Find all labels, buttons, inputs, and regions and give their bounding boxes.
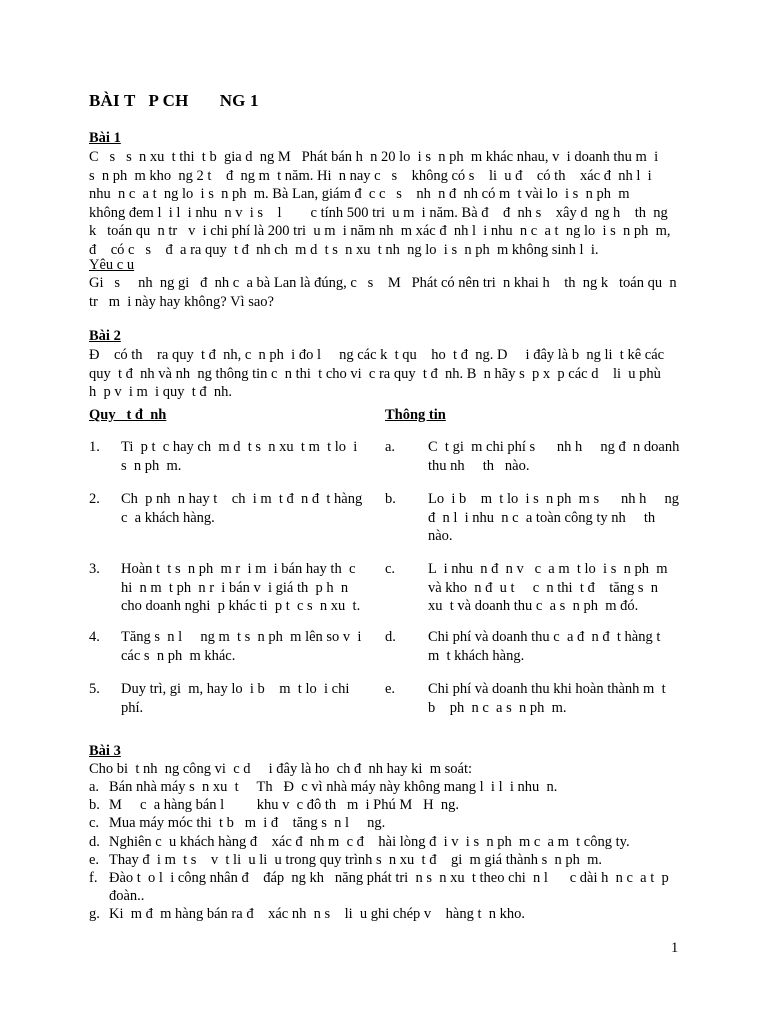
decision-text	[121, 438, 381, 475]
decision-number: 2.	[89, 491, 100, 507]
text-line: và kho n đ u t c n thi t đ tăng s n	[428, 579, 658, 596]
text-line: Hoàn t t s n ph m r i m i bán hay th c	[121, 561, 356, 577]
list-item-text: Ki m đ m hàng bán ra đ xác nh n s li u ghi chép v hàng t n kho.	[109, 906, 526, 923]
text-line: C t gi m chi phí s nh h ng đ n doanh	[428, 439, 680, 455]
page-number: 1	[671, 940, 679, 956]
bai1-heading: Bài 1	[89, 130, 121, 146]
list-item-text: Mua máy móc thi t b m i đ tăng s n l ng.	[109, 815, 386, 832]
bai2-heading: Bài 2	[89, 328, 121, 344]
text-line: không đem l i l i nhu n v i s l c tính 500 tri u m i năm. Bà đ đ nh s xây d ng h th ng	[89, 204, 668, 221]
list-item-label: f.	[89, 870, 98, 887]
text-line: L i nhu n đ n v c a m t lo i s n ph m	[428, 561, 668, 577]
info-text	[428, 490, 690, 546]
bai3-list	[89, 778, 689, 924]
list-item	[89, 778, 689, 796]
list-item-label: d.	[89, 833, 100, 850]
text-line: Gi s nh ng gi đ nh c a bà Lan là đúng, c s M Phát có nên tri n khai h th ng k toán qu n	[89, 275, 677, 291]
info-letter: d.	[385, 629, 396, 645]
text-line: nào.	[428, 528, 453, 545]
info-text	[428, 438, 690, 475]
decision-number: 4.	[89, 629, 100, 645]
list-item-label: c.	[89, 815, 100, 832]
list-item-text: Thay đ i m t s v t li u li u trong quy trình s n xu t đ gi m giá thành s n ph m.	[109, 851, 602, 868]
list-item	[89, 869, 689, 905]
text-line: Duy trì, gi m, hay lo i b m t lo i chi	[121, 681, 350, 697]
list-item	[89, 833, 689, 851]
bai1-paragraph	[89, 148, 685, 260]
list-item-text: Đào t o l i công nhân đ đáp ng kh năng phát tri n s n xu t theo chi n l c dài h n c a t p	[109, 870, 669, 887]
info-text	[428, 680, 690, 717]
info-letter: e.	[385, 681, 396, 697]
list-item	[89, 851, 689, 869]
text-line: Lo i b m t lo i s n ph m s nh h ng	[428, 491, 679, 507]
column-header-decision: Quy t đ nh	[89, 407, 167, 423]
list-item-label: a.	[89, 779, 100, 795]
text-line: h p v i m i quy t đ nh.	[89, 384, 232, 401]
decision-number: 1.	[89, 439, 100, 455]
text-line: xu t và doanh thu c a s n ph m đó.	[428, 598, 639, 615]
text-line: Đ có th ra quy t đ nh, c n ph i đo l ng các k t qu ho t đ ng. D i đây là b ng li t kê các	[89, 347, 665, 363]
text-line: cho doanh nghi p khác ti p t c s n xu t.	[121, 598, 361, 615]
column-header-info: Thông tin	[385, 407, 446, 423]
decision-text	[121, 490, 381, 527]
text-line: s n ph m.	[121, 457, 182, 474]
text-line: đ n l i nhu n c a toàn công ty nh th	[428, 509, 656, 526]
text-line: đ có c s đ a ra quy t đ nh ch m d t s n xu t nh ng lo i s n ph m không sinh l i.	[89, 241, 599, 258]
list-item-label: g.	[89, 906, 100, 923]
list-item-text: M c a hàng bán l khu v c đô th m i Phú M H ng.	[109, 797, 459, 814]
decision-text	[121, 560, 381, 616]
list-item-label: b.	[89, 797, 100, 814]
list-item	[89, 905, 689, 923]
list-item-label: e.	[89, 851, 100, 868]
text-line: hi n m t ph n r i bán v i giá th p h n	[121, 579, 349, 596]
list-item-text: Nghiên c u khách hàng đ xác đ nh m c đ hài lòng đ i v i s n ph m c a m t công ty.	[109, 833, 630, 850]
bai3-intro: Cho bi t nh ng công vi c d i đây là ho ch đ nh hay ki m soát:	[89, 761, 472, 777]
bai3-heading: Bài 3	[89, 743, 121, 759]
text-line: quy t đ nh và nh ng thông tin c n thi t cho vi c ra quy t đ nh. B n hãy s p x p các d li u phù	[89, 365, 661, 382]
text-line: Chi phí và doanh thu c a đ n đ t hàng t	[428, 629, 661, 645]
text-line: nhu n c a t ng lo i s n ph m. Bà Lan, giám đ c c s nh n đ nh có m t vài lo i s n ph m	[89, 186, 630, 203]
text-line: thu nh th nào.	[428, 457, 530, 474]
decision-text	[121, 680, 381, 717]
info-letter: c.	[385, 561, 396, 577]
decision-number: 3.	[89, 561, 100, 577]
bai2-paragraph	[89, 346, 685, 402]
text-line: các s n ph m khác.	[121, 647, 236, 664]
text-line: Chi phí và doanh thu khi hoàn thành m t	[428, 681, 666, 697]
text-line: C s s n xu t thi t b gia d ng M Phát bán h n 20 lo i s n ph m khác nhau, v i doanh thu m i	[89, 149, 659, 165]
text-line: Ch p nh n hay t ch i m t đ n đ t hàng	[121, 491, 363, 507]
list-item-text: đoàn..	[109, 888, 145, 905]
info-text	[428, 628, 690, 665]
text-line: b ph n c a s n ph m.	[428, 699, 567, 716]
bai1-requirement-heading: Yêu c u	[89, 257, 135, 273]
text-line: Ti p t c hay ch m d t s n xu t m t lo i	[121, 439, 358, 455]
bai1-requirement-paragraph	[89, 274, 685, 311]
text-line: Tăng s n l ng m t s n ph m lên so v i	[121, 629, 362, 645]
text-line: c a khách hàng.	[121, 509, 215, 526]
list-item	[89, 796, 689, 814]
decision-number: 5.	[89, 681, 100, 697]
info-letter: a.	[385, 439, 396, 455]
list-item-text: Bán nhà máy s n xu t Th Đ c vì nhà máy này không mang l i l i nhu n.	[109, 779, 558, 795]
text-line: phí.	[121, 699, 144, 716]
text-line: k toán qu n tr v i chi phí là 200 tri u m i năm nh m xác đ nh l i nhu n c a t ng lo i s n ph m,	[89, 223, 671, 240]
list-item	[89, 814, 689, 832]
text-line: s n ph m kho ng 2 t đ ng m t năm. Hi n nay c s không có s li u đ có th xác đ nh l i	[89, 167, 652, 184]
page-title: BÀI T P CH NG 1	[89, 91, 259, 110]
info-text	[428, 560, 690, 616]
info-letter: b.	[385, 491, 396, 507]
text-line: tr m i này hay không? Vì sao?	[89, 293, 274, 310]
text-line: m t khách hàng.	[428, 647, 525, 664]
decision-text	[121, 628, 381, 665]
